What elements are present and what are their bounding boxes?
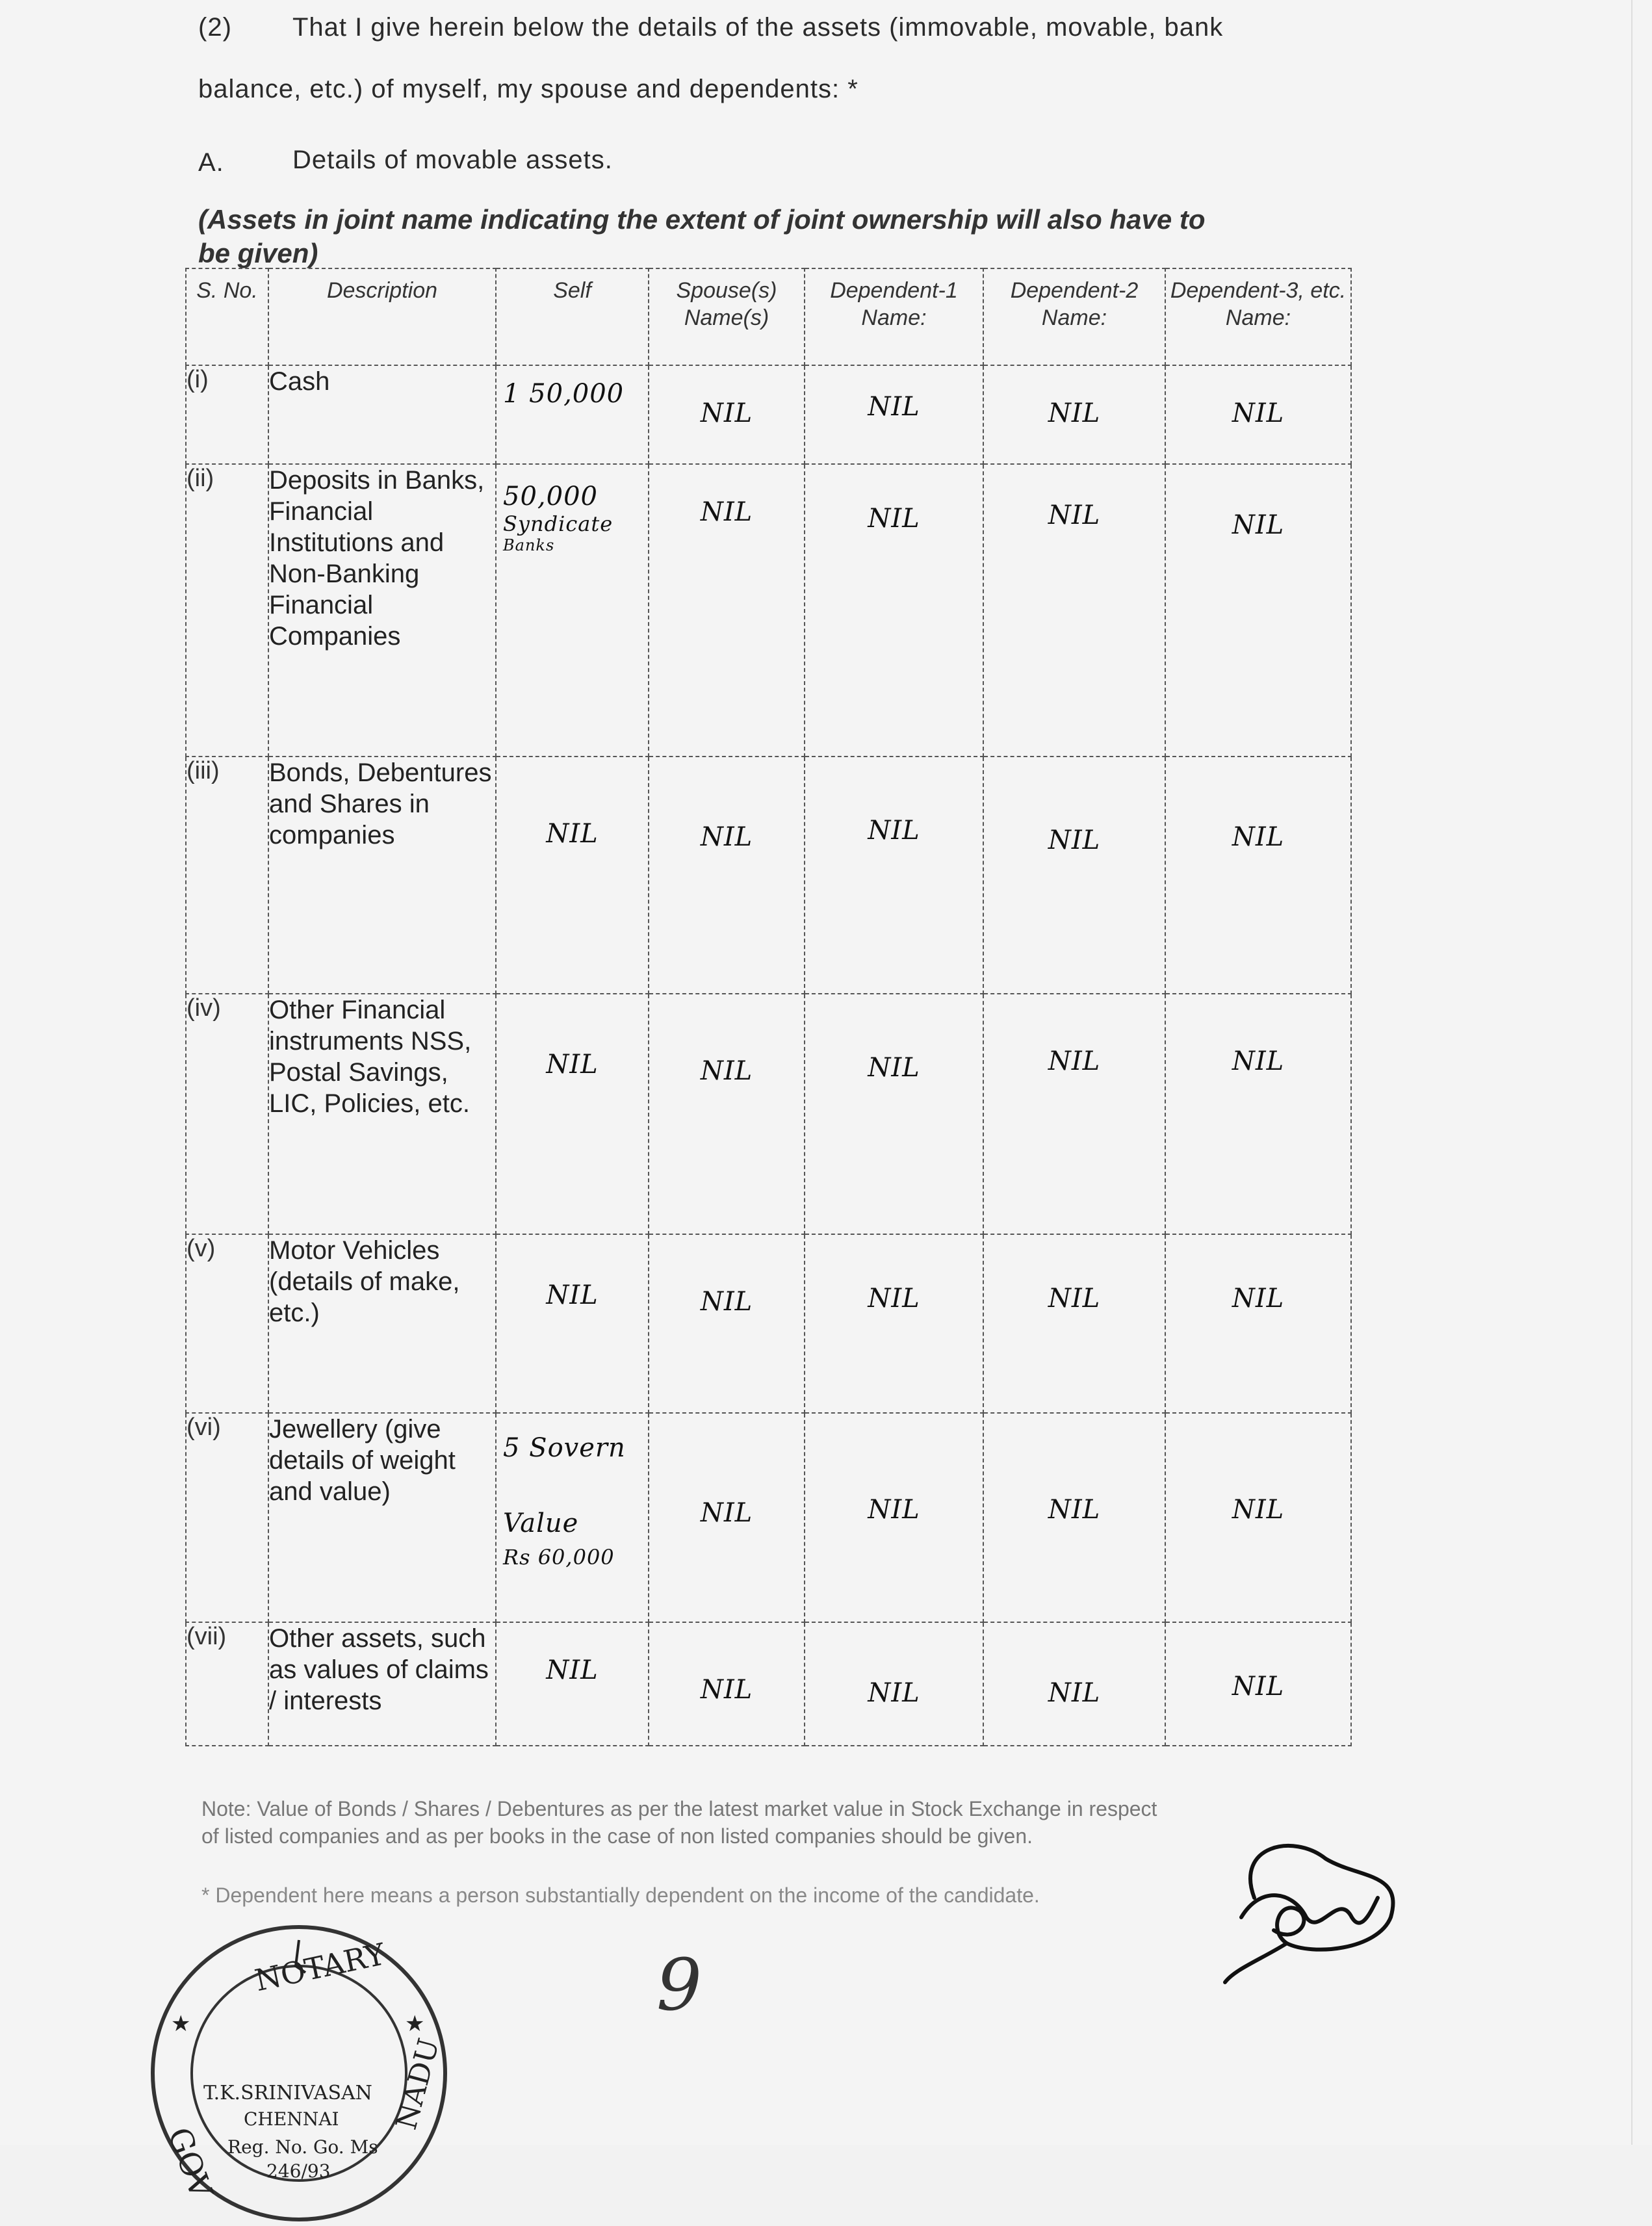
row-self [496, 1234, 649, 1413]
row-self [496, 1413, 649, 1622]
row-spouse [649, 757, 805, 994]
header-spouse: Spouse(s) Name(s) [649, 268, 805, 365]
row-spouse [649, 1234, 805, 1413]
row-sno: (vii) [186, 1622, 268, 1746]
intro-line-1: That I give herein below the details of the assets (immovable, movable, bank [292, 13, 1224, 42]
handwritten-value: NIL [700, 1056, 753, 1086]
handwritten-value: NIL [1232, 822, 1285, 852]
table-row [186, 1413, 1351, 1622]
handwritten-note: Banks [503, 536, 555, 554]
handwritten-note: Syndicate [503, 511, 613, 536]
handwritten-value: NIL [868, 1053, 920, 1083]
header-dependent-1: Dependent-1 Name: [805, 268, 983, 365]
row-sno: (iii) [186, 757, 268, 994]
dependent-definition-note: * Dependent here means a person substantially dependent on the income of the candidate. [201, 1883, 1040, 1907]
row-self [496, 1622, 649, 1746]
joint-ownership-note-2: be given) [198, 238, 318, 268]
row-dep2 [983, 464, 1165, 757]
handwritten-value: NIL [1048, 500, 1101, 530]
handwritten-value: NIL [1048, 1678, 1101, 1708]
movable-assets-table [185, 268, 1352, 1746]
row-sno: (iv) [186, 994, 268, 1234]
table-row [186, 757, 1351, 994]
row-description: Motor Vehicles (details of make, etc.) [268, 1234, 496, 1413]
row-spouse [649, 1413, 805, 1622]
handwritten-value: NIL [1048, 1284, 1101, 1314]
handwritten-value: NIL [700, 497, 753, 527]
seal-left-text: GOV [160, 2123, 220, 2204]
seal-top-text: NOTARY [252, 1936, 389, 1999]
row-spouse [649, 464, 805, 757]
row-spouse [649, 365, 805, 464]
row-dep1 [805, 994, 983, 1234]
seal-right-text: NADU [389, 2035, 446, 2133]
row-dep2 [983, 1622, 1165, 1746]
table-row [186, 1622, 1351, 1746]
table-row [186, 1234, 1351, 1413]
row-dep3 [1165, 1622, 1351, 1746]
row-sno: (v) [186, 1234, 268, 1413]
row-dep1 [805, 1622, 983, 1746]
scan-edge-divider [1631, 0, 1633, 2145]
section-title: Details of movable assets. [292, 146, 613, 174]
row-dep3 [1165, 365, 1351, 464]
seal-reg: Reg. No. Go. Ms [227, 2136, 378, 2158]
row-sno: (i) [186, 365, 268, 464]
star-icon: ★ [171, 2012, 191, 2036]
handwritten-note: Rs 60,000 [503, 1545, 615, 1570]
handwritten-value: NIL [868, 1678, 920, 1708]
row-spouse [649, 994, 805, 1234]
handwritten-value: NIL [700, 1675, 753, 1705]
handwritten-value: NIL [546, 1280, 599, 1310]
handwritten-value: NIL [1232, 1495, 1285, 1525]
row-dep3 [1165, 1413, 1351, 1622]
table-row [186, 464, 1351, 757]
row-self [496, 757, 649, 994]
handwritten-value: NIL [1232, 398, 1285, 428]
handwritten-value: 5 Sovern [503, 1433, 626, 1463]
handwritten-value: NIL [546, 1655, 599, 1685]
handwritten-value: NIL [1232, 1672, 1285, 1702]
handwritten-value: NIL [700, 398, 753, 428]
seal-city: CHENNAI [244, 2108, 339, 2130]
table-row [186, 365, 1351, 464]
handwritten-value: NIL [1232, 1046, 1285, 1076]
table-header-row [186, 268, 1351, 365]
handwritten-value: NIL [700, 822, 753, 852]
row-dep3 [1165, 1234, 1351, 1413]
handwritten-value: NIL [1232, 1284, 1285, 1314]
row-spouse [649, 1622, 805, 1746]
row-self [496, 464, 649, 757]
header-sno: S. No. [186, 268, 268, 365]
valuation-note-2: of listed companies and as per books in the case of non listed companies should be given. [201, 1824, 1033, 1848]
handwritten-value: NIL [700, 1498, 753, 1528]
row-description: Bonds, Debentures and Shares in companies [268, 757, 496, 994]
handwritten-value: NIL [546, 1050, 599, 1080]
row-dep3 [1165, 464, 1351, 757]
header-dependent-3: Dependent-3, etc. Name: [1165, 268, 1351, 365]
section-letter: A. [198, 148, 224, 177]
handwritten-value: NIL [868, 1284, 920, 1314]
header-self: Self [496, 268, 649, 365]
joint-ownership-note-1: (Assets in joint name indicating the extent of joint ownership will also have to [198, 204, 1206, 235]
row-description: Jewellery (give details of weight and value) [268, 1413, 496, 1622]
star-icon: ★ [405, 2012, 425, 2036]
handwritten-note: Value [503, 1508, 579, 1538]
row-dep2 [983, 365, 1165, 464]
row-dep1 [805, 464, 983, 757]
row-dep2 [983, 757, 1165, 994]
header-dependent-2: Dependent-2 Name: [983, 268, 1165, 365]
intro-line-2: balance, etc.) of myself, my spouse and dependents: * [198, 75, 858, 103]
handwritten-value: NIL [868, 1495, 920, 1525]
row-description: Deposits in Banks, Financial Institutions and Non-Banking Financial Companies [268, 464, 496, 757]
row-dep3 [1165, 757, 1351, 994]
header-description: Description [268, 268, 496, 365]
row-dep2 [983, 1413, 1165, 1622]
row-dep1 [805, 365, 983, 464]
seal-name: T.K.SRINIVASAN [203, 2082, 372, 2104]
table-row [186, 994, 1351, 1234]
intro-number: (2) [198, 13, 232, 42]
row-description: Cash [268, 365, 496, 464]
handwritten-value: NIL [1048, 825, 1101, 855]
row-dep3 [1165, 994, 1351, 1234]
handwritten-signature [1215, 1820, 1410, 1989]
handwritten-value: NIL [868, 816, 920, 846]
handwritten-value: NIL [546, 819, 599, 849]
row-sno: (vi) [186, 1413, 268, 1622]
row-dep1 [805, 1413, 983, 1622]
handwritten-value: NIL [1048, 1495, 1101, 1525]
row-dep2 [983, 1234, 1165, 1413]
handwritten-value: NIL [1048, 1046, 1101, 1076]
handwritten-value: NIL [700, 1287, 753, 1317]
handwritten-value: 1 50,000 [503, 379, 625, 409]
handwritten-value: NIL [868, 504, 920, 534]
page-number: 9 [656, 1943, 702, 2026]
handwritten-value: NIL [868, 392, 920, 422]
row-dep1 [805, 1234, 983, 1413]
row-description: Other assets, such as values of claims / interests [268, 1622, 496, 1746]
row-sno: (ii) [186, 464, 268, 757]
row-dep1 [805, 757, 983, 994]
row-dep2 [983, 994, 1165, 1234]
handwritten-value: 50,000 [503, 482, 598, 511]
handwritten-value: NIL [1048, 398, 1101, 428]
row-self [496, 365, 649, 464]
handwritten-value: NIL [1232, 510, 1285, 540]
seal-reg-no: 246/93 [266, 2160, 331, 2182]
notary-seal [146, 1921, 452, 2226]
valuation-note-1: Note: Value of Bonds / Shares / Debentures as per the latest market value in Stock Exchange in respect [201, 1797, 1157, 1820]
row-description: Other Financial instruments NSS, Postal Savings, LIC, Policies, etc. [268, 994, 496, 1234]
row-self [496, 994, 649, 1234]
